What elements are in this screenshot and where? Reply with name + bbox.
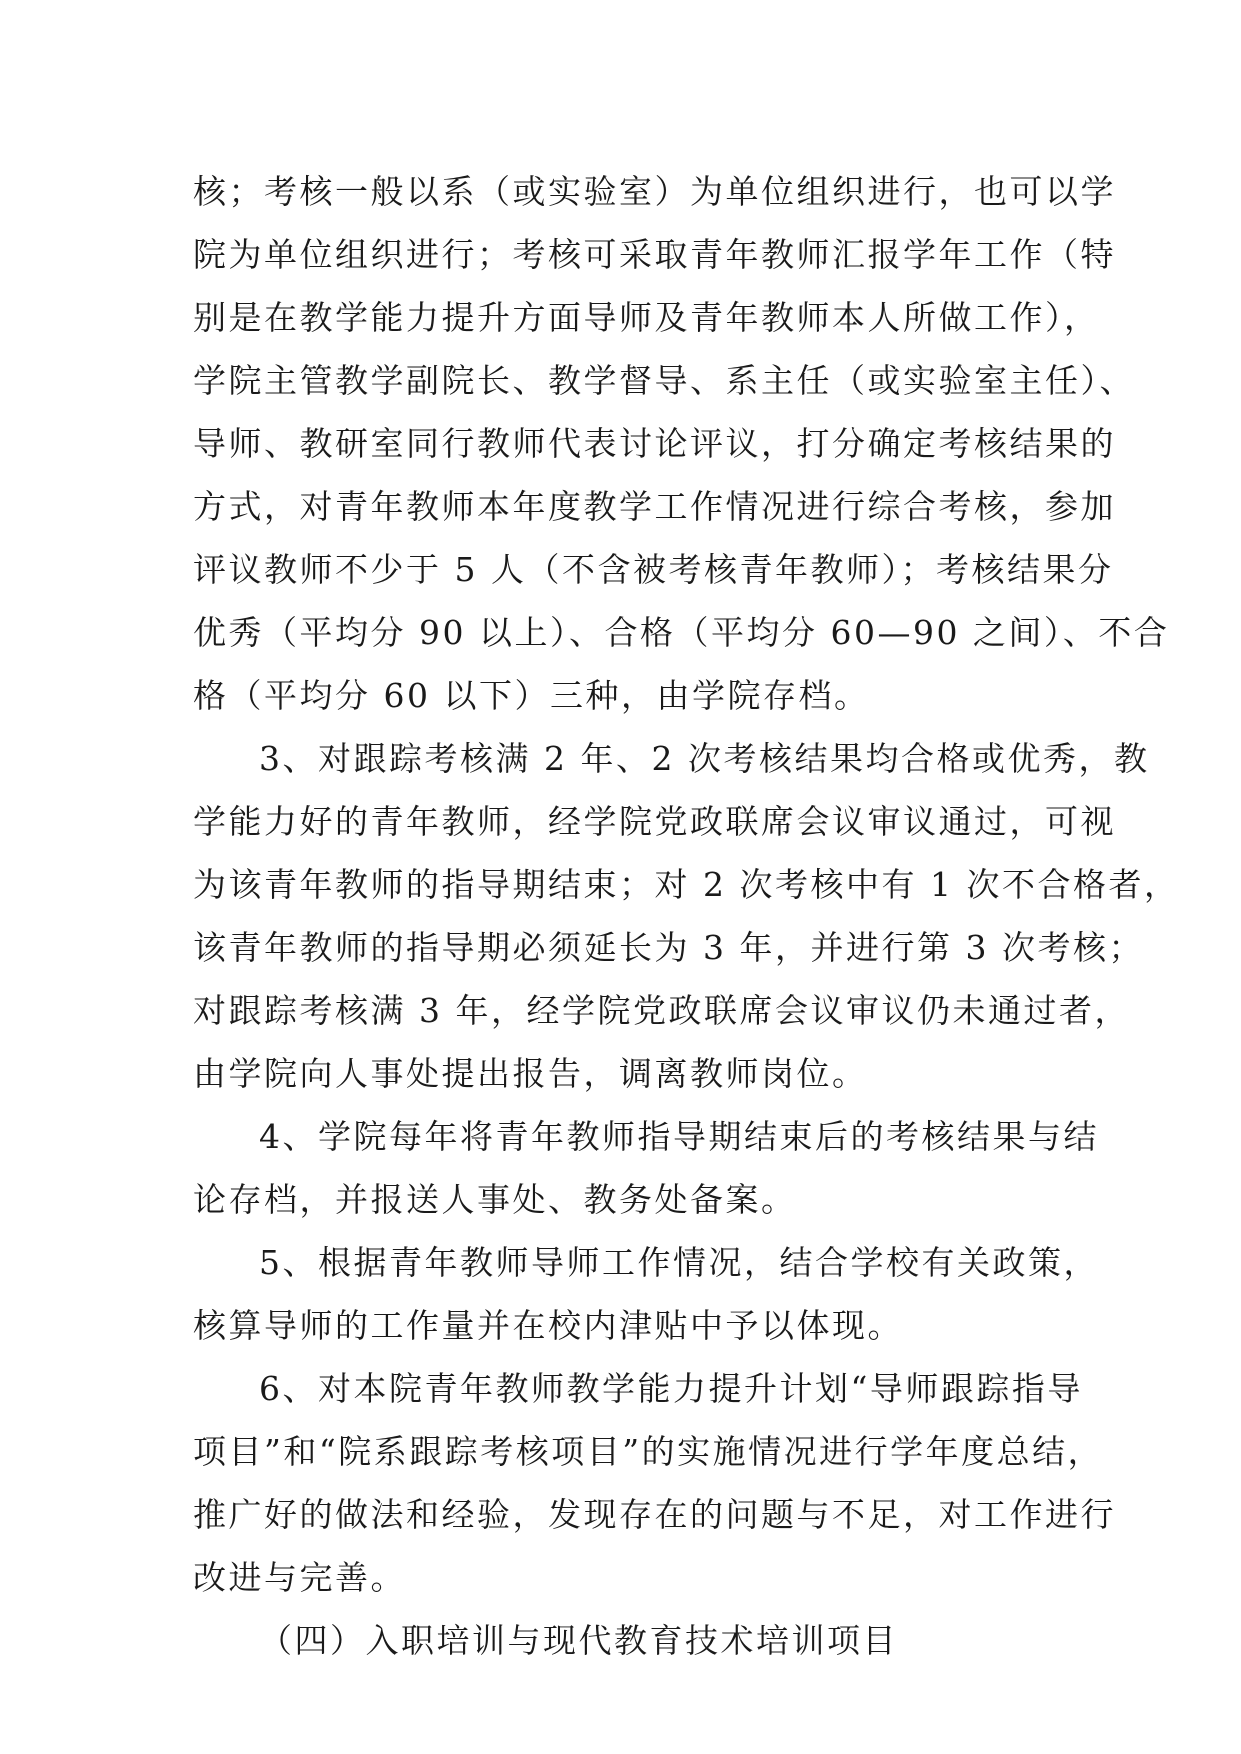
text-line: 评议教师不少于 5 人（不含被考核青年教师）；考核结果分 [193,550,1114,589]
text-line: 4、学院每年将青年教师指导期结束后的考核结果与结 [259,1117,1099,1156]
paragraph-item-3 [193,727,1180,1105]
text-line: 该青年教师的指导期必须延长为 3 年，并进行第 3 次考核； [193,928,1144,967]
paragraph-item-5 [193,1231,1099,1357]
text-line: 格（平均分 60 以下）三种，由学院存档。 [193,676,870,715]
text-line: 为该青年教师的指导期结束；对 2 次考核中有 1 次不合格者， [193,865,1180,904]
text-line: 优秀（平均分 90 以上）、合格（平均分 60—90 之间）、不合 [193,613,1170,652]
paragraph-item-4 [193,1105,1099,1231]
text-line: 5、根据青年教师导师工作情况，结合学校有关政策， [259,1243,1099,1282]
text-line: 推广好的做法和经验，发现存在的问题与不足，对工作进行 [193,1495,1116,1534]
paragraph-continued [193,160,1170,727]
text-line: 项目”和“院系跟踪考核项目”的实施情况进行学年度总结， [193,1432,1104,1471]
text-line: 学院主管教学副院长、教学督导、系主任（或实验室主任）、 [193,361,1135,400]
paragraph-item-6 [193,1357,1116,1609]
section-heading [193,1609,1053,1672]
text-line: 对跟踪考核满 3 年，经学院党政联席会议审议仍未通过者， [193,991,1130,1030]
text-line: 6、对本院青年教师教学能力提升计划“导师跟踪指导 [259,1369,1083,1408]
text-line: 学能力好的青年教师，经学院党政联席会议审议通过，可视 [193,802,1116,841]
text-line: 院为单位组织进行；考核可采取青年教师汇报学年工作（特 [193,235,1116,274]
text-line: 别是在教学能力提升方面导师及青年教师本人所做工作）， [193,298,1100,337]
text-line: 导师、教研室同行教师代表讨论评议，打分确定考核结果的 [193,424,1116,463]
text-line: 改进与完善。 [193,1558,406,1597]
text-line: 核算导师的工作量并在校内津贴中予以体现。 [193,1306,903,1345]
text-line: 论存档，并报送人事处、教务处备案。 [193,1180,797,1219]
text-line: 方式，对青年教师本年度教学工作情况进行综合考核，参加 [193,487,1116,526]
text-line: 3、对跟踪考核满 2 年、2 次考核结果均合格或优秀，教 [259,739,1150,778]
text-line: 由学院向人事处提出报告，调离教师岗位。 [193,1054,868,1093]
section-heading-text: （四）入职培训与现代教育技术培训项目 [259,1621,898,1660]
document-body [193,160,1180,1672]
text-line: 核；考核一般以系（或实验室）为单位组织进行，也可以学 [193,172,1116,211]
